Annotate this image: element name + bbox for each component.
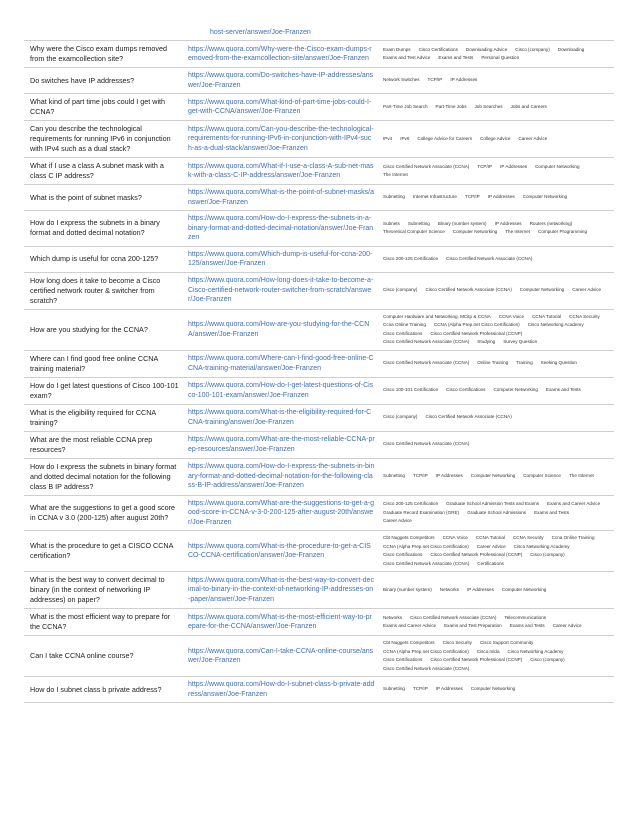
table-row [24, 121, 614, 158]
table-row [24, 636, 614, 677]
topic-tag[interactable]: Cisco Certified Network Associate (CCNA) [425, 287, 512, 293]
answer-link[interactable]: https://www.quora.com/What-if-I-use-a-class-A-sub-net-mask-with-a-class-C-IP-address/answer/Joe-Franzen [184, 158, 379, 185]
topic-tags [379, 572, 614, 609]
topic-tag[interactable]: CCNA Voice [498, 313, 525, 319]
topic-tag[interactable]: Computer Networking [519, 287, 565, 293]
question-text: What are the most reliable CCNA prep resources? [24, 431, 184, 458]
topic-tag[interactable]: Subnets [383, 220, 400, 226]
topic-tag[interactable]: Cisco 100-101 Certification [383, 387, 439, 393]
table-row [24, 677, 614, 703]
topic-tag[interactable]: Computer Networking [535, 163, 580, 169]
topic-tag[interactable]: Subnetting [383, 194, 405, 200]
table-row [24, 68, 614, 94]
topic-tag[interactable]: CCNA Security [569, 313, 600, 319]
topic-tags [379, 246, 614, 272]
topic-tag[interactable]: IPv6 [400, 135, 410, 141]
answer-link[interactable]: https://www.quora.com/How-do-I-express-the-subnets-in-a-binary-format-and-dotted-decimal-notation/answer/Joe-Franzen [184, 211, 379, 247]
topic-tag[interactable]: IP Addresses [500, 163, 528, 169]
topic-tag[interactable]: Graduate Record Examination (GRE) [383, 509, 460, 515]
topic-tag[interactable]: Part-Time Job Search [383, 103, 428, 109]
topic-tag[interactable]: Cisco Certified Network Associate (CCNA) [446, 255, 533, 261]
topic-tag[interactable]: Network Switches [383, 77, 420, 83]
continued-answer-link[interactable]: host-server/answer/Joe-Franzen [210, 29, 311, 36]
topic-tag[interactable]: Career Advice [518, 135, 548, 141]
topic-tag[interactable]: Subnetting [383, 473, 405, 479]
topic-tag[interactable]: The Internet [569, 473, 594, 479]
topic-tag[interactable]: IP Addresses [435, 473, 463, 479]
topic-tag[interactable]: Jobs and Careers [510, 103, 547, 109]
question-text: How are you studying for the CCNA? [24, 309, 184, 350]
answer-link[interactable]: https://www.quora.com/How-do-I-subnet-class-b-private-address/answer/Joe-Franzen [184, 677, 379, 703]
table-row [24, 309, 614, 350]
answer-link[interactable]: https://www.quora.com/Which-dump-is-useful-for-ccna-200-125/answer/Joe-Franzen [184, 246, 379, 272]
answer-link[interactable]: https://www.quora.com/What-is-the-best-way-to-convert-decimal-to-binary-in-the-context-of-networking-IP-addresses-on-paper/answer/Joe-Franzen [184, 572, 379, 609]
topic-tag[interactable]: The Internet [505, 229, 531, 235]
answer-link[interactable]: https://www.quora.com/How-do-I-express-the-subnets-in-binary-format-and-dotted-decimal-notation-for-the-following-class-B-IP-address/answer/Joe-Franzen [184, 458, 379, 495]
table-row [24, 458, 614, 495]
table-row [24, 94, 614, 121]
question-text: What kind of part time jobs could I get with CCNA? [24, 94, 184, 121]
topic-tag[interactable]: Cisco Certified Network Associate (CCNA) [383, 360, 470, 366]
answer-link[interactable]: https://www.quora.com/What-is-the-procedure-to-get-a-CISCO-CCNA-certification/answer/Joe-Franzen [184, 531, 379, 572]
topic-tags [379, 495, 614, 531]
topic-tag[interactable]: Exams and Tests [545, 387, 581, 393]
question-text: How do I subnet class b private address? [24, 677, 184, 703]
topic-tag[interactable]: IP Addresses [435, 686, 463, 692]
topic-tag[interactable]: Computer Networking [493, 387, 538, 393]
topic-tag[interactable]: Cisco (company) [383, 414, 418, 420]
topic-tags [379, 350, 614, 377]
topic-tag[interactable]: TCP/IP [412, 473, 428, 479]
topic-tag[interactable]: TCP/IP [464, 194, 480, 200]
topic-tags [379, 309, 614, 350]
answer-link[interactable]: https://www.quora.com/Can-I-take-CCNA-online-course/answer/Joe-Franzen [184, 636, 379, 677]
topic-tag[interactable]: Cisco Certified Network Associate (CCNA) [383, 441, 470, 447]
answer-link[interactable]: https://www.quora.com/What-are-the-suggestions-to-get-a-good-score-in-CCNA-v-3-0-200-125-after-august-20th/answer/Joe-Franzen [184, 495, 379, 531]
topic-tag[interactable]: Binary (number system) [437, 220, 487, 226]
topic-tag[interactable]: Career Advice [552, 623, 582, 628]
topic-tags [379, 158, 614, 185]
topic-tags [379, 211, 614, 247]
topic-tag[interactable]: Graduate School Admission Tests and Exams [446, 501, 540, 506]
topic-tag[interactable]: Ccna Online Training [383, 322, 426, 327]
topic-tags [379, 404, 614, 431]
answer-link[interactable]: https://www.quora.com/Why-were-the-Cisco-exam-dumps-removed-from-the-examcollection-site/answer/Joe-Franzen [184, 41, 379, 68]
table-row [24, 350, 614, 377]
topic-tag[interactable]: Binary (number system) [383, 586, 432, 592]
topic-tag[interactable]: Exams and Test Advice [383, 55, 431, 60]
topic-tag[interactable]: Cisco Certifications [446, 387, 486, 393]
topic-tag[interactable]: Networks [383, 614, 403, 620]
topic-tag[interactable]: IP Addresses [466, 586, 494, 592]
topic-tags [379, 531, 614, 572]
question-text: What is the procedure to get a CISCO CCNA certification? [24, 531, 184, 572]
topic-tag[interactable]: Seeking Question [540, 360, 577, 366]
topic-tag[interactable]: Certifications [477, 560, 504, 566]
topic-tag[interactable]: Ccna Online Training [551, 535, 595, 540]
topic-tag[interactable]: CCNA Voice [442, 535, 468, 540]
topic-tag[interactable]: Downloading Advice [465, 46, 508, 52]
topic-tag[interactable]: CCNA Tutorial [475, 535, 505, 540]
topic-tag[interactable]: Cisco Security [442, 640, 472, 645]
topic-tag[interactable]: Cisco Certified Network Associate (CCNA) [410, 614, 497, 620]
answer-link[interactable]: https://www.quora.com/What-is-the-point-of-subnet-masks/answer/Joe-Franzen [184, 185, 379, 211]
question-text: Which dump is useful for ccna 200-125? [24, 246, 184, 272]
topic-tag[interactable]: IP Addresses [494, 220, 522, 226]
answer-link[interactable]: https://www.quora.com/How-long-does-it-take-to-become-a-Cisco-certified-network-router-switcher-from-scratch/answer/Joe-Franzen [184, 272, 379, 309]
topic-tag[interactable]: Cisco Certified Network Associate (CCNA) [383, 163, 470, 169]
answer-link[interactable]: https://www.quora.com/Do-switches-have-IP-addresses/answer/Joe-Franzen [184, 68, 379, 94]
topic-tag[interactable]: Networks [439, 586, 459, 592]
topic-tags [379, 41, 614, 68]
topic-tag[interactable]: IP Addresses [450, 77, 478, 83]
topic-tag[interactable]: Career Advice [383, 518, 412, 523]
topic-tags [379, 458, 614, 495]
question-text: Do switches have IP addresses? [24, 68, 184, 94]
topic-tag[interactable]: Downloading [557, 46, 585, 52]
table-row [24, 531, 614, 572]
topic-tag[interactable]: Graduate School Admissions [467, 509, 527, 515]
topic-tag[interactable]: Routers (networking) [529, 220, 573, 226]
question-text: Why were the Cisco exam dumps removed from the examcollection site? [24, 41, 184, 68]
topic-tag[interactable]: Cisco Networking Academy [527, 322, 584, 327]
answer-link[interactable]: https://www.quora.com/How-are-you-studying-for-the-CCNA/answer/Joe-Franzen [184, 309, 379, 350]
topic-tag[interactable]: College Advice [480, 135, 511, 141]
topic-tag[interactable]: CCNA Security [512, 535, 544, 540]
topic-tag[interactable]: Computer Programming [538, 229, 588, 235]
topic-tag[interactable]: CCNA (Alpha Prep.net Cisco Certification) [383, 543, 469, 549]
answer-link[interactable]: https://www.quora.com/What-is-the-most-efficient-way-to-prepare-for-the-CCNA/answer/Joe-Franzen [184, 609, 379, 636]
table-row [24, 246, 614, 272]
topic-tag[interactable]: Exams and Tests [509, 623, 545, 628]
topic-tag[interactable]: TCP/IP [427, 77, 443, 83]
topic-tag[interactable]: Exams and Career Advice [547, 501, 601, 506]
topic-tags [379, 272, 614, 309]
topic-tag[interactable]: Studying [477, 339, 496, 344]
table-row [24, 377, 614, 404]
topic-tag[interactable]: CCNA Tutorial [532, 313, 562, 319]
question-text: Can you describe the technological requirements for running IPv6 in conjunction with IPv4 such as a dual stack? [24, 121, 184, 158]
question-text: What is the best way to convert decimal to binary (in the context of networking IP addresses) on paper? [24, 572, 184, 609]
question-text: What is the point of subnet masks? [24, 185, 184, 211]
topic-tag[interactable]: Cisco Certified Network Associate (CCNA) [383, 560, 470, 566]
topic-tags [379, 677, 614, 703]
question-text: How do I express the subnets in binary format and dotted decimal notation for the following class B IP address? [24, 458, 184, 495]
topic-tag[interactable]: CCNA (Alpha Prep.net Cisco Certification) [383, 648, 469, 654]
topic-tag[interactable]: Cisco Certifications [418, 46, 458, 52]
question-text: How do I express the subnets in a binary format and dotted decimal notation? [24, 211, 184, 247]
topic-tag[interactable]: Cisco Networking Academy [513, 543, 570, 549]
topic-tag[interactable]: Exam Dumps [383, 46, 411, 52]
topic-tag[interactable]: Cisco 200-125 Certification [383, 255, 439, 261]
table-row [24, 185, 614, 211]
question-text: What is the most efficient way to prepare for the CCNA? [24, 609, 184, 636]
topic-tag[interactable]: Cisco 200-125 Certification [383, 501, 439, 506]
topic-tag[interactable]: Computer Networking [470, 686, 516, 692]
topic-tag[interactable]: Part-Time Jobs [435, 103, 467, 109]
topic-tags [379, 377, 614, 404]
topic-tag[interactable]: TCP/IP [477, 163, 493, 169]
table-row [24, 572, 614, 609]
answer-link[interactable]: https://www.quora.com/How-do-I-get-latest-questions-of-Cisco-100-101-exam/answer/Joe-Franzen [184, 377, 379, 404]
question-text: What if I use a class A subnet mask with a class C IP address? [24, 158, 184, 185]
topic-tag[interactable]: IPv4 [383, 135, 393, 141]
topic-tag[interactable]: Cisco Certified Network Associate (CCNA) [425, 414, 512, 420]
topic-tag[interactable]: Theoretical Computer Science [383, 229, 445, 235]
question-text: How do I get latest questions of Cisco 100-101 exam? [24, 377, 184, 404]
topic-tag[interactable]: Exams and Career Advice [383, 623, 437, 628]
topic-tag[interactable]: Cisco Certifications [383, 657, 423, 662]
table-row [24, 609, 614, 636]
topic-tag[interactable]: Cbt Nuggets Competitors [383, 640, 435, 645]
table-row [24, 404, 614, 431]
topic-tag[interactable]: Telecommunications [504, 614, 547, 620]
topic-tag[interactable]: Exams and Tests [438, 55, 474, 60]
topic-tag[interactable]: Computer Networking [470, 473, 516, 479]
question-text: Can I take CCNA online course? [24, 636, 184, 677]
topic-tags [379, 431, 614, 458]
topic-tag[interactable]: Cisco (company) [515, 46, 550, 52]
answer-link[interactable]: https://www.quora.com/Where-can-I-find-good-free-online-CCNA-training-material/answer/Joe-Franzen [184, 350, 379, 377]
topic-tag[interactable]: The Internet [383, 172, 408, 177]
topic-tag[interactable]: Job Searches [474, 103, 503, 109]
topic-tag[interactable]: Computer Hardware and Networking, MCitp & CCNA [383, 313, 491, 319]
topic-tag[interactable]: Career Advice [572, 287, 602, 293]
topic-tag[interactable]: Subnetting [383, 686, 405, 692]
topic-tag[interactable]: Cisco Certifications [383, 552, 423, 557]
table-row [24, 158, 614, 185]
topic-tag[interactable]: Career Advice [476, 543, 506, 549]
topic-tag[interactable]: Cisco Support Community [479, 640, 534, 645]
topic-tag[interactable]: Survey Question [503, 339, 538, 344]
table-row [24, 272, 614, 309]
topic-tags [379, 94, 614, 121]
topic-tag[interactable]: Cbt Nuggets Competitors [383, 535, 435, 540]
topic-tag[interactable]: Cisco Certified Network Associate (CCNA) [383, 339, 470, 344]
topic-tag[interactable]: Computer Networking [501, 586, 547, 592]
table-row [24, 211, 614, 247]
answers-table [24, 40, 614, 703]
question-text: What are the suggestions to get a good score in CCNA v 3.0 (200-125) after august 20th? [24, 495, 184, 531]
topic-tag[interactable]: Exams and Tests [534, 509, 569, 515]
topic-tags [379, 636, 614, 677]
topic-tag[interactable]: Computer Science [523, 473, 561, 479]
topic-tags [379, 121, 614, 158]
topic-tag[interactable]: Cisco Certified Network Professional (CCNP) [430, 657, 523, 662]
topic-tag[interactable]: Cisco (company) [530, 657, 565, 662]
question-text: What is the eligibility required for CCNA training? [24, 404, 184, 431]
topic-tag[interactable]: Cisco Certified Network Professional (CCNP) [430, 330, 523, 336]
topic-tag[interactable]: IP Addresses [487, 194, 515, 200]
topic-tag[interactable]: Personal Question [481, 55, 520, 60]
topic-tags [379, 609, 614, 636]
table-row [24, 41, 614, 68]
topic-tags [379, 185, 614, 211]
topic-tag[interactable]: Cisco Networking Academy [507, 648, 564, 654]
topic-tag[interactable]: CCNA (Alpha Prep.net Cisco Certification) [433, 322, 520, 327]
topic-tag[interactable]: Cisco Certifications [383, 330, 423, 336]
topic-tag[interactable]: TCP/IP [412, 686, 428, 692]
topic-tag[interactable]: Cisco Certified Network Associate (CCNA) [383, 665, 470, 671]
topic-tag[interactable]: Cisco.mlda [476, 648, 500, 654]
answer-link[interactable]: https://www.quora.com/What-are-the-most-reliable-CCNA-prep-resources/answer/Joe-Franzen [184, 431, 379, 458]
answer-link[interactable]: https://www.quora.com/What-kind-of-part-time-jobs-could-I-get-with-CCNA/answer/Joe-Franzen [184, 94, 379, 121]
topic-tag[interactable]: Online Training [477, 360, 509, 366]
topic-tag[interactable]: Internet Infrastructure [412, 194, 457, 200]
topic-tag[interactable]: Cisco (company) [383, 287, 418, 293]
question-text: Where can I find good free online CCNA training material? [24, 350, 184, 377]
topic-tag[interactable]: Computer Networking [452, 229, 498, 235]
answer-link[interactable]: https://www.quora.com/What-is-the-eligibility-required-for-CCNA-training/answer/Joe-Franzen [184, 404, 379, 431]
topic-tag[interactable]: Subnetting [407, 220, 430, 226]
table-row [24, 495, 614, 531]
topic-tag[interactable]: Computer Networking [522, 194, 568, 200]
table-row [24, 431, 614, 458]
topic-tag[interactable]: Cisco Certified Network Professional (CCNP) [430, 552, 523, 557]
answer-link[interactable]: https://www.quora.com/Can-you-describe-the-technological-requirements-for-running-IPv6-in-conjunction-with-IPv4-such-as-a-dual-stack/answer/Joe-Franzen [184, 121, 379, 158]
topic-tag[interactable]: Cisco (company) [530, 552, 565, 557]
question-text: How long does it take to become a Cisco certified network router & switcher from scratch? [24, 272, 184, 309]
topic-tags [379, 68, 614, 94]
topic-tag[interactable]: Training [516, 360, 533, 366]
topic-tag[interactable]: College Advice for Careers [417, 135, 473, 141]
topic-tag[interactable]: Exams and Test Preparation [444, 623, 502, 628]
